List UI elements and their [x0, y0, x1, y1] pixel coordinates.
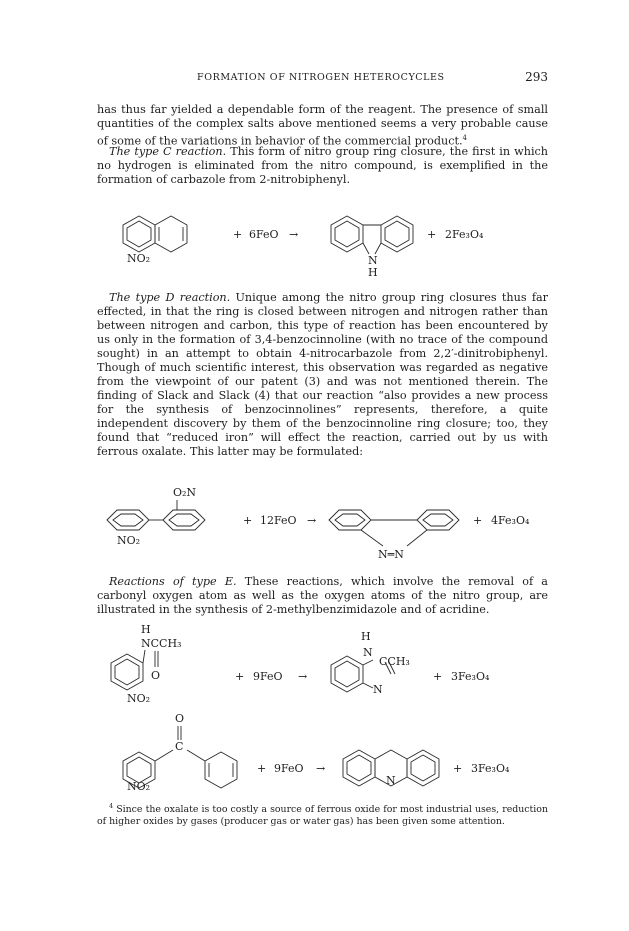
- amide-hydrogen: H: [141, 623, 151, 636]
- reagent-feo: 9FeO: [253, 670, 283, 683]
- plus-sign: +: [257, 762, 267, 775]
- ketone-oxygen: O: [175, 712, 185, 725]
- carbazole-nitrogen: N: [368, 254, 378, 267]
- plus-sign-2: +: [473, 514, 483, 527]
- footnote-ref: 4: [462, 134, 467, 142]
- plus-sign: +: [243, 514, 253, 527]
- acetamido-group: NCCH₃: [141, 637, 182, 650]
- footnote-text: Since the oxalate is too costly a source of ferrous oxide for most industrial uses, reduction of higher oxides by gases (producer gas or water gas) has been given some attention.: [97, 804, 548, 828]
- product-fe3o4: 2Fe₃O₄: [445, 228, 484, 241]
- reagent-feo: 12FeO: [260, 514, 297, 527]
- paragraph-1: [97, 103, 548, 149]
- page-number: 293: [525, 70, 548, 84]
- type-e-text: These reactions, which involve the removal of a carbonyl oxygen atom as well as the oxygen atoms of the nitro group, are illustrated in the synthesis of 2-methylbenzimidazole and of acridine.: [97, 575, 548, 616]
- nitro-group-label: NO₂: [127, 692, 151, 705]
- reaction-arrow: →: [307, 514, 317, 527]
- plus-sign-2: +: [453, 762, 463, 775]
- reaction-arrow: →: [289, 228, 299, 241]
- dinitrobiphenyl-structure: [107, 500, 205, 530]
- imidazole-nitrogen-2: N: [373, 683, 383, 696]
- type-d-lead: The type D reaction.: [109, 291, 231, 304]
- reagent-feo: 6FeO: [249, 228, 279, 241]
- imidazole-nitrogen-1: N: [363, 646, 373, 659]
- o2n-label: O₂N: [173, 486, 197, 499]
- nitro-group-label: NO₂: [127, 252, 151, 265]
- equation-type-d: [97, 484, 548, 568]
- carbazole-hydrogen: H: [368, 266, 378, 279]
- equation-type-c: [97, 196, 548, 286]
- azo-bridge: N═N: [378, 548, 404, 561]
- product-fe3o4: 3Fe₃O₄: [471, 762, 510, 775]
- type-c-lead: The type C reaction.: [109, 145, 227, 158]
- type-e-lead: Reactions of type E.: [109, 575, 237, 588]
- product-fe3o4: 3Fe₃O₄: [451, 670, 490, 683]
- carbazole-structure: [331, 216, 413, 254]
- plus-sign: +: [233, 228, 243, 241]
- reagent-feo: 9FeO: [274, 762, 304, 775]
- footnote-marker: 4: [109, 802, 114, 810]
- biphenyl-ring-left: [123, 216, 155, 252]
- carbonyl-oxygen: O: [151, 669, 161, 682]
- nitro-group-label: NO₂: [117, 534, 141, 547]
- paragraph-type-c: [97, 145, 548, 187]
- acetanilide-ring: [111, 650, 145, 690]
- nitro-group-label: NO₂: [127, 780, 151, 793]
- type-d-text: Unique among the nitro group ring closures thus far effected, in that the ring is closed between nitrogen and nitrogen rather than between nitrogen and carbon, this type of reaction has been encountered by us only in the formation of 3,4-benzocinnoline (with no trace of the compound sought) in an attempt to obtain 4-nitrocarbazole from 2,2′-dinitrobiphenyl. Though of much scientific interest, this observation was regarded as negative from the viewpoint of our patent (3) and was not mentioned therein. The finding of Slack and Slack (4) that our reaction “also provides a new process for the synthesis of benzocinnolines” represents, therefore, a quite independent discovery by them of the benzocinnoline ring closure; too, they found that “reduced iron” will effect the reaction, carried out by us with ferrous oxalate. This latter may be formulated:: [97, 291, 549, 458]
- equation-type-e-acridine: [97, 710, 548, 800]
- footnote: [97, 800, 548, 828]
- product-fe3o4: 4Fe₃O₄: [491, 514, 530, 527]
- paragraph-type-e: [97, 575, 548, 617]
- imidazole-hydrogen: H: [361, 630, 371, 643]
- acridine-nitrogen: N: [386, 774, 396, 787]
- plus-sign-2: +: [433, 670, 443, 683]
- type-c-text: This form of nitro group ring closure, the first in which no hydrogen is eliminated from the nitro compound, is exemplified in the formation of carbazole from 2-nitrobiphenyl.: [97, 145, 548, 186]
- biphenyl-ring-right: [155, 216, 187, 252]
- paragraph-type-d: [97, 291, 548, 459]
- paragraph-1-text: has thus far yielded a dependable form of the reagent. The presence of small quantities of the complex salts above mentioned seems a very probable cause of some of the variations in behavior of the commercial product.: [97, 103, 548, 148]
- reaction-arrow: →: [316, 762, 326, 775]
- equation-type-e-benzimidazole: [97, 622, 548, 710]
- benzocinnoline-structure: [329, 510, 459, 546]
- page-header: [97, 72, 548, 88]
- running-title: FORMATION OF NITROGEN HETEROCYCLES: [197, 72, 445, 83]
- ketone-carbon: C: [175, 740, 184, 753]
- plus-sign: +: [235, 670, 245, 683]
- plus-sign-2: +: [427, 228, 437, 241]
- reaction-arrow: →: [298, 670, 308, 683]
- methyl-carbon-group: CCH₃: [379, 655, 410, 668]
